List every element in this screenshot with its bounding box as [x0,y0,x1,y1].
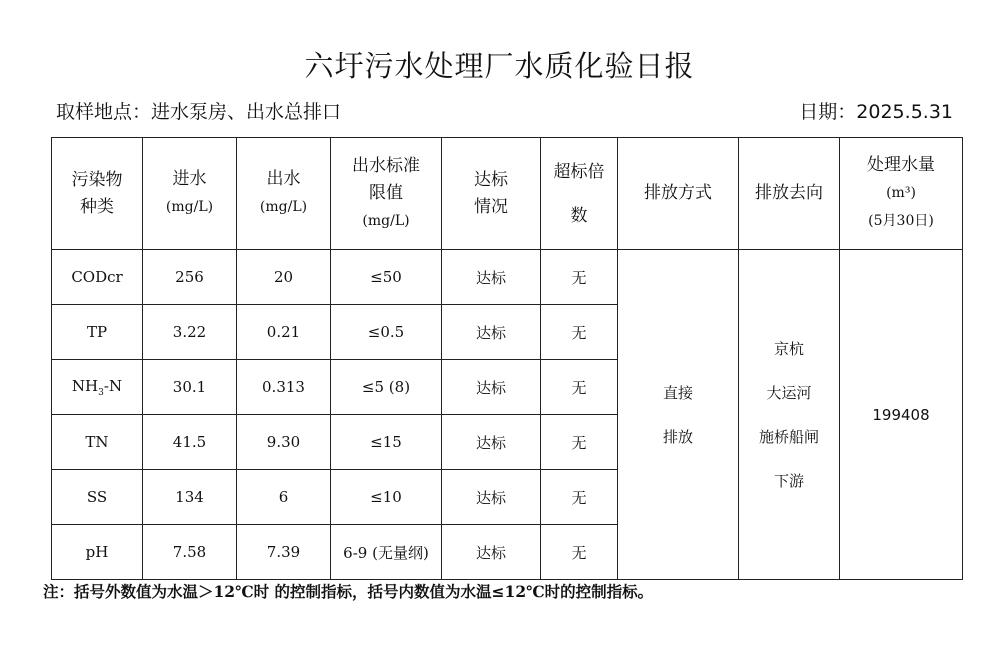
exceed-cell: 无 [541,250,618,305]
limit-cell: ≤50 [331,250,442,305]
discharge-method-cell: 直接 排放 [618,250,739,580]
influent-cell: 30.1 [143,360,237,415]
treated-volume-cell: 199408 [840,250,963,580]
influent-cell: 134 [143,470,237,525]
exceed-cell: 无 [541,360,618,415]
pollutant-cell: TN [52,415,143,470]
limit-cell: ≤10 [331,470,442,525]
compliance-cell: 达标 [442,305,541,360]
effluent-cell: 9.30 [237,415,331,470]
effluent-cell: 20 [237,250,331,305]
pollutant-cell: TP [52,305,143,360]
pollutant-cell: SS [52,470,143,525]
pollutant-cell: $NH_3-N$ [52,360,143,415]
header-effluent: 出水 (mg/L) [237,138,331,250]
effluent-cell: 6 [237,470,331,525]
influent-cell: 41.5 [143,415,237,470]
influent-cell: 3.22 [143,305,237,360]
table-row [52,250,963,305]
sampling-location: 取样地点：进水泵房、出水总排口 [56,101,342,123]
compliance-cell: 达标 [442,250,541,305]
footnote: 注：括号外数值为水温＞12℃时 的控制指标，括号内数值为水温≤12℃时的控制指标。 [43,582,654,601]
header-limit: 出水标准 限值 (mg/L) [331,138,442,250]
compliance-cell: 达标 [442,525,541,580]
discharge-destination-cell: 京杭 大运河 施桥船闸 下游 [739,250,840,580]
pollutant-cell: pH [52,525,143,580]
header-pollutant: 污染物 种类 [52,138,143,250]
limit-cell: ≤15 [331,415,442,470]
effluent-cell: 7.39 [237,525,331,580]
header-exceed: 超标倍 数 [541,138,618,250]
limit-cell: ≤0.5 [331,305,442,360]
water-quality-table [51,137,963,580]
exceed-cell: 无 [541,305,618,360]
header-method: 排放方式 [618,138,739,250]
header-destination: 排放去向 [739,138,840,250]
limit-cell: 6-9 (无量纲) [331,525,442,580]
header-influent: 进水 (mg/L) [143,138,237,250]
report-title: 六圩污水处理厂水质化验日报 [304,49,695,83]
effluent-cell: 0.21 [237,305,331,360]
limit-cell: ≤5 (8) [331,360,442,415]
compliance-cell: 达标 [442,415,541,470]
compliance-cell: 达标 [442,470,541,525]
report-date: 日期：2025.5.31 [799,101,953,123]
header-volume: 处理水量 (m³) (5月30日) [840,138,963,250]
header-compliance: 达标 情况 [442,138,541,250]
table-header-row [52,138,963,250]
compliance-cell: 达标 [442,360,541,415]
influent-cell: 256 [143,250,237,305]
influent-cell: 7.58 [143,525,237,580]
exceed-cell: 无 [541,525,618,580]
effluent-cell: 0.313 [237,360,331,415]
pollutant-cell: CODcr [52,250,143,305]
exceed-cell: 无 [541,415,618,470]
exceed-cell: 无 [541,470,618,525]
